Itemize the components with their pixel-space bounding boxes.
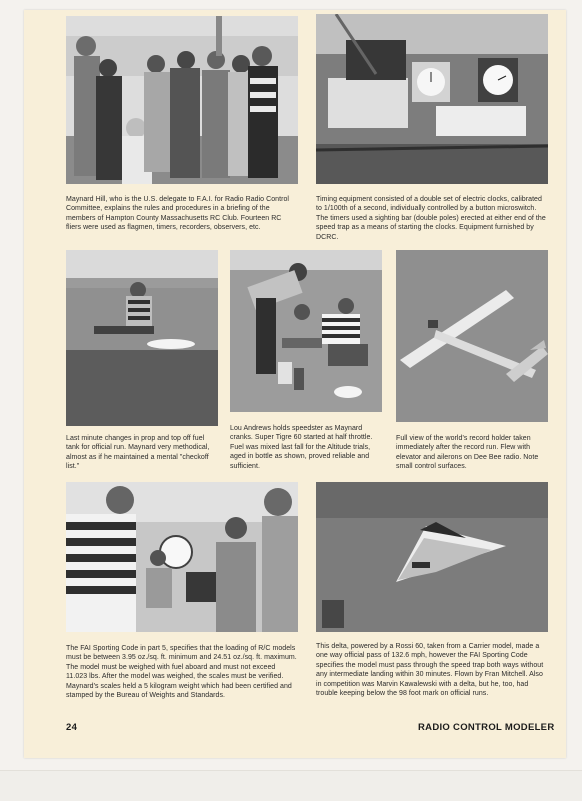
scan-background-strip — [0, 770, 582, 801]
photo-model-weighing — [66, 482, 298, 632]
photo-timing-clocks — [316, 14, 548, 184]
caption-briefing: Maynard Hill, who is the U.S. delegate to F.A.I. for Radio Radio Control Committee, explains the rules and procedures in a briefing of the members of Hampton County Massachusetts RC Club. Fourteen RC fliers were used as flagmen, timers, recorders, observers, etc. — [66, 196, 290, 232]
caption-prop-change: Last minute changes in prop and top off fuel tank for official run. Maynard very methodical, almost as if he maintained a mental "checkoff list." — [66, 435, 210, 471]
photo-engine-start — [230, 250, 382, 412]
photo-record-holder — [396, 250, 548, 422]
caption-record-holder: Full view of the world's record holder taken immediately after the record run. Flew with elevator and ailerons on Dee Bee radio. Note small control surfaces. — [396, 435, 539, 471]
photo-prop-change — [66, 250, 218, 426]
caption-delta-model: This delta, powered by a Rossi 60, taken from a Carrier model, made a one way official pass of 132.6 mph, however the FAI Sporting Code specifies the model must pass through the speed trap both ways without any intermediate landing within 30 minutes. Flown by Fran Mitchell. Also in competition was Marvin Kawalewski with a delta, but he, too, had trouble keeping below the 98 foot mark on official runs. — [316, 643, 544, 698]
photo-delta-model — [316, 482, 548, 632]
caption-fai-sporting-code: The FAI Sporting Code in part 5, specifies that the loading of R/C models must be between 3.95 oz./sq. ft. minimum and 24.51 oz./sq. ft. maximum. The model must be weighed with fuel aboard and must not exceed 11.023 lbs. After the model was weighed, the scales must be verified. Maynard's scales held a 5 kilogram weight which had been certified and stamped by the Bureau of Weights and Standards. — [66, 645, 297, 700]
magazine-name: RADIO CONTROL MODELER — [418, 722, 555, 733]
caption-timing-equipment: Timing equipment consisted of a double set of electric clocks, calibrated to 1/100th of a second, individually controlled by a button microswitch. The timers used a sighting bar (double poles) erected at either end of the speed trap as a means of starting the clocks. Equipment furnished by DCRC. — [316, 196, 546, 241]
photo-rc-club-briefing — [66, 16, 298, 184]
page-number: 24 — [66, 722, 78, 733]
caption-engine-start: Lou Andrews holds speedster as Maynard cranks. Super Tigre 60 started at half throttle. Fuel was mixed last fall for the Altitude trials, aged in bottle as shown, proved reliable and sufficient. — [230, 425, 373, 470]
